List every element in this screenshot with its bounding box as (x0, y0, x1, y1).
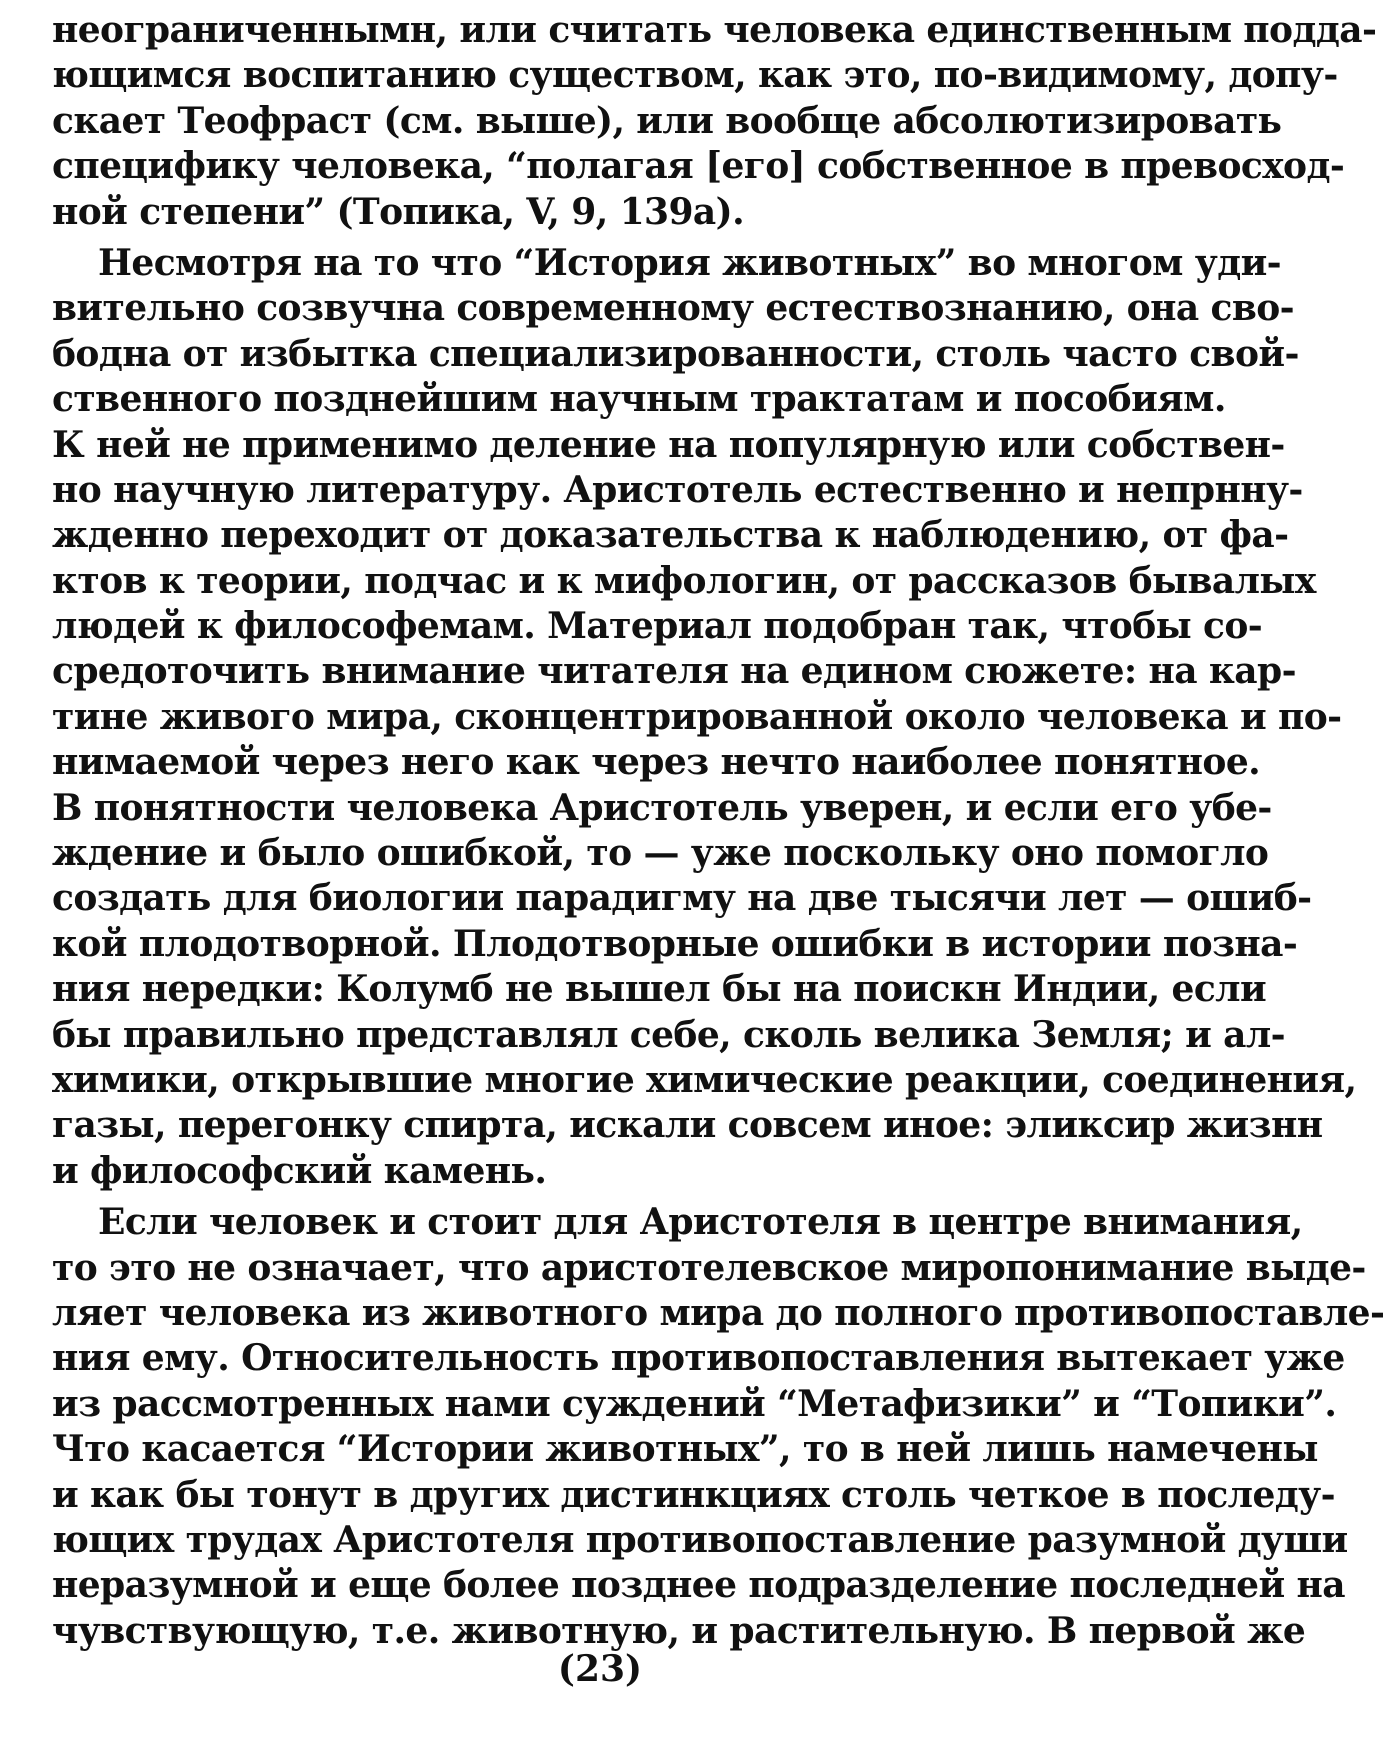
text-line: чувствующую, т.е. животную, и растительную. В первой же (52, 1609, 1306, 1652)
text-line: скает Теофраст (см. выше), или вообще абсолютизировать (52, 99, 1282, 142)
text-line: газы, перегонку спирта, искали совсем иное: эликсир жизнн (52, 1104, 1323, 1147)
text-line: создать для биологии парадигму на две тысячи лет — ошиб- (52, 877, 1312, 920)
text-line: специфику человека, “полагая [его] собственное в превосход- (52, 145, 1345, 188)
text-line: Несмотря на то что “История животных” во многом уди- (98, 241, 1282, 284)
text-line: неограниченнымн, или считать человека единственным подда- (52, 9, 1377, 51)
paragraph-3 (52, 1200, 1384, 1654)
text-line: то это не означает, что аристотелевское миропонимание выде- (52, 1246, 1366, 1289)
text-line: нимаемой через него как через нечто наиболее понятное. (52, 741, 1261, 784)
paragraph-1 (52, 8, 1377, 235)
text-line: химики, открывшие многие химические реакции, соединения, (52, 1058, 1357, 1101)
text-line: Что касается “Истории животных”, то в ней лишь намечены (52, 1428, 1318, 1471)
text-line: и как бы тонут в других дистинкциях столь четкое в последу- (52, 1473, 1335, 1516)
text-line: тине живого мира, сконцентрированной около человека и по- (52, 695, 1342, 738)
text-line: В понятности человека Аристотель уверен, и если его убе- (52, 786, 1272, 829)
book-page (52, 8, 1384, 1728)
text-line: ктов к теории, подчас и к мифологин, от рассказов бывалых (52, 559, 1316, 602)
text-line: но научную литературу. Аристотель естественно и непрнну- (52, 468, 1303, 511)
page-number: (23) (557, 1648, 643, 1690)
text-line: ной степени” (Топика, V, 9, 139a). (52, 190, 745, 233)
text-line: кой плодотворной. Плодотворные ошибки в истории позна- (52, 922, 1298, 965)
text-line: Если человек и стоит для Аристотеля в центре внимания, (98, 1201, 1303, 1244)
text-line: ющимся воспитанию существом, как это, по-видимому, допу- (52, 54, 1338, 97)
text-line: из рассмотренных нами суждений “Метафизики” и “Топики”. (52, 1382, 1337, 1425)
text-line: и философский камень. (52, 1149, 547, 1192)
text-line: бодна от избытка специализированности, столь часто свой- (52, 332, 1299, 375)
paragraph-2 (52, 241, 1357, 1194)
text-line: К ней не применимо деление на популярную или собствен- (52, 423, 1285, 466)
text-line: ния нередки: Колумб не вышел бы на поискн Индии, если (52, 968, 1267, 1011)
text-line: средоточить внимание читателя на едином сюжете: на кар- (52, 650, 1296, 693)
text-line: вительно созвучна современному естествознанию, она сво- (52, 287, 1294, 330)
text-line: неразумной и еще более позднее подразделение последней на (52, 1564, 1345, 1607)
text-line: жденно переходит от доказательства к наблюдению, от фа- (52, 514, 1289, 557)
text-line: ния ему. Относительность противопоставления вытекает уже (52, 1337, 1345, 1380)
text-line: ющих трудах Аристотеля противопоставление разумной души (52, 1518, 1348, 1561)
text-line: ждение и было ошибкой, то — уже поскольку оно помогло (52, 832, 1269, 875)
text-line: ственного позднейшим научным трактатам и пособиям. (52, 378, 1226, 421)
text-line: бы правильно представлял себе, сколь велика Земля; и ал- (52, 1013, 1285, 1056)
text-line: ляет человека из животного мира до полного противопоставле- (52, 1291, 1384, 1334)
text-line: людей к философемам. Материал подобран так, чтобы со- (52, 605, 1263, 648)
